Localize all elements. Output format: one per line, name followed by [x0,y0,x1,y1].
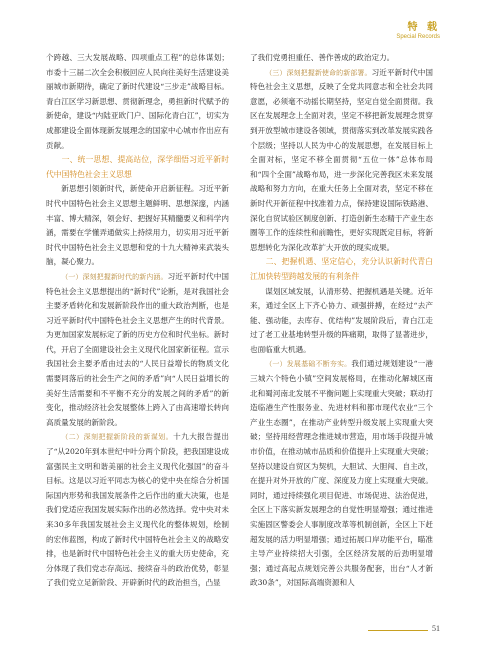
section-heading: 二、把握机遇、坚定信心，充分认识新时代青白江加快转型跨越发展的有利条件 [250,257,433,281]
paragraph-text: 习近平新时代中国特色社会主义思想提出的“新时代”论断，是对我国社会主要矛盾转化和发展新阶段作出的重大政治判断，也是习近平新时代中国特色社会主义思想产生的时代背景。为更加国家发展标定了新的历史方位和时代坐标。新时代，开启了全面建设社会主义现代化国家新征程。宣示我国社会主要矛盾由过去的“人民日益增长的物质文化需要同落后的社会生产之间的矛盾”向“人民日益增长的美好生活需要和不平衡不充分的发展之间的矛盾”的新变化，推动经济社会发展整体上跨入了由高速增长转向高质量发展的新阶段。 [46,271,229,427]
paragraph [250,66,433,256]
paragraph: 了我们党勇担重任、善作善成的政治定力。 [250,53,395,62]
paragraph-text: 习近平新时代中国特色社会主义思想，反映了全党共同意志和全社会共同意愿，必须毫不动摇长期坚持，坚定自觉全面贯彻。我区在发展理念上全面对表，坚定不移把新发展理念贯穿到开放型城市建设各领域，贯彻落实到改革发展实践各个层级；坚持以人民为中心的发展思想，在发展目标上全面对标，坚定不移全面贯彻“五位一体”总体布局和“四个全面”战略布局，进一步深化完善我区未来发展战略和努力方向，在重大任务上全面对表，坚定不移在新时代开新征程中找准着力点，保持建设国际铁路港、深化自贸试验区制度创新、打造创新生态精于产业生态圈等工作的连续性和前瞻性，更好实现既定目标，将新思想转化为深化改革扩大开放的现实成果。 [250,67,433,252]
right-column [250,51,433,591]
paragraph: 个跨越、三大发展战略、四项重点工程”的总体谋划；市委十三届二次全会积极回应人民向往美好生活建设美丽城市新期待，确定了新时代建设“三步走”战略目标。青白江区学习新思想、贯彻新理念，勇担新时代赋予的新使命，建设“内陆亚欧门户、国际化青白江”，切实为成都建设全面体现新发展理念的国家中心城市作出应有贡献。 [46,53,229,150]
paragraph: 谋划区域发展，认清形势、把握机遇是关键。近年来，通过全区上下齐心协力、顽强拼搏，在经过“去产能、强动能，去库存、优结构”发展阶段后，青白江走过了老工业基地转型升级的阵痛期，取得了显著进步，也面临重大机遇。 [250,286,433,354]
paragraph: 新思想引领新时代，新使命开启新征程。习近平新时代中国特色社会主义思想主题鲜明、思想深邃，内涵丰富、博大精深，领会好、把握好其精髓要义和科学内涵，需要在学懂弄通做实上持续用力，切实用习近平新时代中国特色社会主义思想和党的十九大精神来武装头脑，凝心聚力。 [46,184,229,267]
section-title: 特 载 [407,22,440,33]
paragraph [46,270,229,431]
footer-rule [368,630,428,631]
subheading: （三）深刻把握新使命的新部署。 [265,68,372,77]
paragraph [46,430,229,591]
section-header [396,18,440,40]
subheading: （二）深刻把握新阶段的新谋划。 [61,433,174,442]
section-subtitle: Special Records [396,34,440,40]
paragraph-text: 我们通过规划建设“一港三城六个特色小镇”空间发展格局，在推动化解城区南北和蜀河南北发展不平衡问题上实现重大突破；联动打造临港生产性服务业、先进材料和都市现代农业“三个产业生态圈”，在推动产业转型升级发展上实现重大突破；坚持用经营理念推进城市营造，用市场手段提升城市价值，在推动城市品质和价值提升上实现重大突破；坚持以建设自贸区为契机，大胆试、大胆闯、自主改，在提升对外开放的广度、深度及力度上实现重大突破。同时，通过持续强化项目促进、市场促进、法治促进，全区上下落实新发展理念的自觉性明显增强；通过推进实施固区警委会人事制度改革等机制创新，全区上下赶超发展的活力明显增强；通过拓展口岸功能平台，瞄准主导产业持续招大引强，全区经济发展的后劲明显增强；通过高起点规划完善公共服务配套，出台“人才新政30条”，对国际高端资源和人 [250,359,434,588]
subheading: （一）深刻把握新时代的新内涵。 [61,272,168,281]
subheading: （一）发展基础不断夯实。 [265,360,352,369]
section-heading: 一、统一思想、提高站位，深学细悟习近平新时代中国特色社会主义思想 [46,155,229,179]
paragraph [250,357,433,591]
page-number: 51 [432,624,440,633]
paragraph-text: 十九大报告提出了“从2020年到本世纪中叶分两个阶段，把我国建设成富强民主文明和谐美丽的社会主义现代化强国”的奋斗目标。这是以习近平同志为核心的党中央在综合分析国际国内形势和我国发展条件之后作出的重大决策，也是我们党适应我国发展实际作出的必然选择。党中央对未来30多年我国发展社会主义现代化的整体规划，绘制的宏伟蓝图，构成了新时代中国特色社会主义的战略安排，也是新时代中国特色社会主义的重大历史使命，充分体现了我们党志存高远、接续奋斗的政治优势，彰显了我们党立足新阶段、开辟新时代的政治担当，凸显 [46,432,230,588]
left-column [46,51,229,591]
